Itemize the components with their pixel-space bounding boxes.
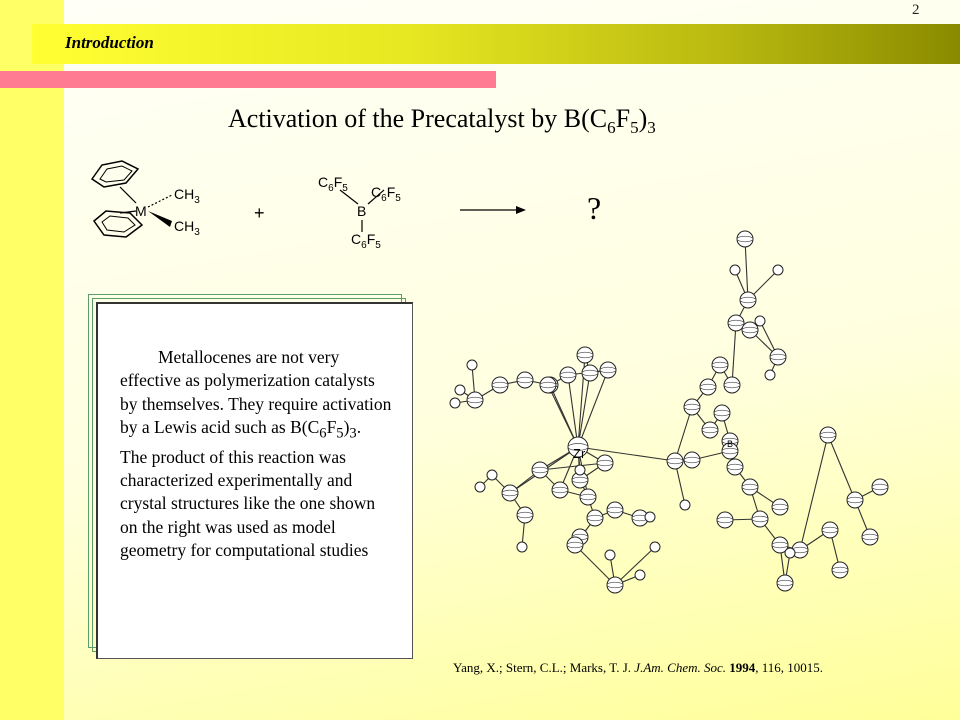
crystal-atom [517, 372, 533, 388]
borane-ring-top-left: $C_6F_5$ [318, 174, 348, 194]
crystal-atom [700, 379, 716, 395]
crystal-atom [607, 577, 623, 593]
crystal-atom [717, 512, 733, 528]
crystal-atom [487, 470, 497, 480]
crystal-atom [540, 377, 556, 393]
crystal-atom [600, 362, 616, 378]
crystal-atom [567, 537, 583, 553]
crystal-atom [582, 365, 598, 381]
borane-ring-top-right: $C_6F_5$ [371, 184, 401, 204]
crystal-atom [755, 316, 765, 326]
crystal-atom [772, 499, 788, 515]
crystal-atom [502, 485, 518, 501]
crystal-atom [580, 489, 596, 505]
boron-label: B [357, 203, 367, 219]
citation: Yang, X.; Stern, C.L.; Marks, T. J. J.Am. Chem. Soc. 1994, 116, 10015. [453, 660, 824, 675]
header-band [32, 24, 960, 64]
methyl-bottom-label: $CH_3$ [174, 218, 200, 238]
crystal-atom [773, 265, 783, 275]
crystal-atom [667, 453, 683, 469]
crystal-atom [597, 455, 613, 471]
crystal-atom [532, 462, 548, 478]
plus-sign: + [254, 203, 265, 223]
slide-title: Activation of the Precatalyst by $B(C_6F_5)_3$ [228, 104, 656, 137]
crystal-atom [684, 452, 700, 468]
crystal-atom [575, 465, 585, 475]
page-number: 2 [912, 2, 920, 18]
crystal-atom [714, 405, 730, 421]
crystal-bond [828, 435, 855, 500]
description-text: Metallocenes are not very effective as polymerization catalysts by themselves. They require activation by a Lewis acid such as $B(C_6F_5)_3$. The product of this reaction was characterized experimentally and crystal structures like the one shown on the right was used as model geometry for computational studies [120, 347, 392, 560]
crystal-atom [742, 479, 758, 495]
metal-label: M [135, 203, 147, 219]
crystal-atom [770, 349, 786, 365]
crystal-atom [740, 292, 756, 308]
crystal-atom [702, 422, 718, 438]
crystal-atom [785, 548, 795, 558]
crystal-atom [765, 370, 775, 380]
crystal-atom [832, 562, 848, 578]
crystal-atom [822, 522, 838, 538]
crystal-atom [492, 377, 508, 393]
crystal-atom [737, 231, 753, 247]
crystal-atom [552, 482, 568, 498]
crystal-atom [635, 570, 645, 580]
crystal-atom [680, 500, 690, 510]
crystal-atom [730, 265, 740, 275]
crystal-atom [467, 392, 483, 408]
crystal-atom [820, 427, 836, 443]
pink-divider [0, 71, 496, 88]
crystal-atom [872, 479, 888, 495]
crystal-atom [752, 511, 768, 527]
crystal-atom [467, 360, 477, 370]
crystal-atom [517, 542, 527, 552]
b-atom-label: B [727, 439, 734, 449]
crystal-atom [684, 399, 700, 415]
zr-atom-label: Zr [573, 446, 586, 461]
crystal-atom [777, 575, 793, 591]
crystal-atom [712, 357, 728, 373]
crystal-atom [728, 315, 744, 331]
crystal-bond [732, 323, 736, 385]
crystal-bond [578, 447, 675, 461]
crystal-atom [517, 507, 533, 523]
crystal-atom [577, 347, 593, 363]
crystal-atom [847, 492, 863, 508]
left-accent-bar [0, 0, 64, 720]
borane-ring-bottom: $C_6F_5$ [351, 231, 381, 251]
crystal-atom [450, 398, 460, 408]
crystal-atom [724, 377, 740, 393]
crystal-atom [475, 482, 485, 492]
reaction-arrow [460, 204, 530, 216]
crystal-atom [650, 542, 660, 552]
crystal-atom [587, 510, 603, 526]
section-label: Introduction [65, 33, 154, 52]
crystal-atom [742, 322, 758, 338]
crystal-atom [607, 502, 623, 518]
crystal-atom [862, 529, 878, 545]
methyl-top-label: $CH_3$ [174, 186, 200, 206]
crystal-bond [578, 373, 590, 447]
crystal-atom [455, 385, 465, 395]
crystal-bond [745, 239, 748, 300]
crystal-atom [560, 367, 576, 383]
crystal-atom [645, 512, 655, 522]
crystal-atom [605, 550, 615, 560]
product-question-mark: ? [587, 190, 602, 226]
crystal-structure-image [430, 225, 910, 605]
crystal-atom [727, 459, 743, 475]
